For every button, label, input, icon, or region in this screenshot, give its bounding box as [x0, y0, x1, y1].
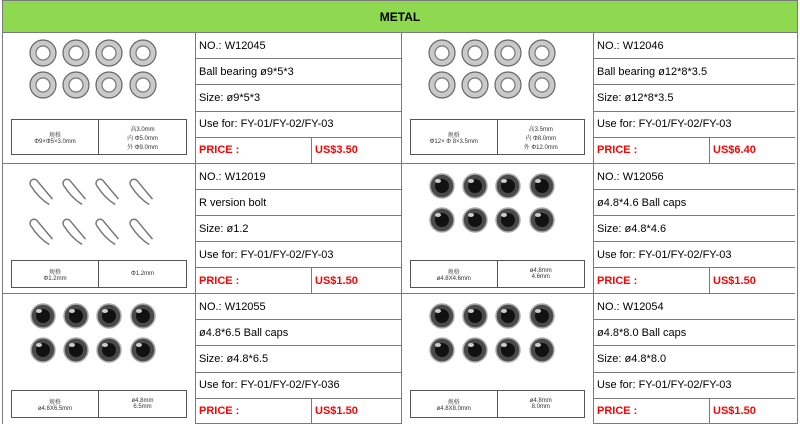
bearing-ring-icon [495, 72, 521, 98]
spec-dim: ø4.8X8.0mm [436, 405, 471, 412]
bearing-ring-icon [429, 40, 455, 66]
ball-cap-icon [97, 338, 121, 362]
use-for-label: Use for: [199, 118, 238, 131]
spec-table [410, 390, 585, 418]
no-value: W12045 [224, 39, 266, 52]
bearing-ring-icon [96, 72, 122, 98]
r-clip-icon [61, 178, 87, 207]
no-value: W12019 [224, 170, 266, 183]
size-label: Size: [199, 353, 224, 365]
bearing-ring-icon [529, 40, 555, 66]
r-clip-icon [94, 178, 120, 207]
spec-dim: ø4.8X4.6mm [436, 275, 471, 282]
use-for-label: Use for: [597, 118, 636, 131]
product-info-w12056 [594, 164, 795, 294]
product-size [196, 346, 401, 372]
spec-dimensions [411, 120, 498, 154]
product-image-w12054 [402, 294, 594, 424]
sheet-header [3, 1, 797, 33]
spec-height: 高3.0mm [130, 126, 155, 133]
use-for-label: Use for: [199, 379, 238, 392]
product-image-w12019 [3, 164, 196, 294]
use-for-value: FY-01/FY-02/FY-03 [240, 118, 334, 131]
product-size [196, 85, 401, 111]
product-grid [3, 33, 797, 424]
spec-note: Φ1.2mm [130, 271, 155, 277]
product-use-for [594, 242, 795, 268]
price-value: US$1.50 [315, 274, 358, 287]
ball-cap-icon [496, 338, 520, 362]
name-value: ø4.8*6.5 Ball caps [199, 326, 289, 339]
product-image-w12056 [402, 164, 594, 294]
spec-inner: 内 Φ8.0mm [525, 135, 557, 142]
no-value: W12046 [622, 39, 664, 52]
use-for-value: FY-01/FY-02/FY-03 [638, 118, 732, 131]
spec-d1: ø4.8mm [529, 268, 552, 274]
product-size [594, 346, 795, 372]
ball-cap-icon [463, 208, 487, 232]
spec-table [11, 260, 187, 288]
price-label: PRICE : [196, 138, 312, 163]
price-label: PRICE : [594, 268, 710, 293]
r-clip-icon [28, 178, 54, 207]
no-value: W12056 [622, 170, 664, 183]
spec-dimensions [12, 120, 99, 154]
product-name [594, 190, 795, 216]
bearing-ring-icon [96, 40, 122, 66]
use-for-value: FY-01/FY-02/FY-03 [240, 248, 334, 261]
product-price [594, 399, 795, 424]
spec-diagram [99, 120, 186, 154]
no-label: NO.: [597, 170, 620, 183]
bearing-ring-icon [429, 72, 455, 98]
spec-label: 规格 [48, 269, 61, 276]
ball-cap-icon [430, 174, 454, 198]
spec-d1: ø4.8mm [529, 398, 552, 404]
bearing-ring-icon [63, 72, 89, 98]
r-clip-icon [128, 178, 154, 207]
product-name [196, 59, 401, 85]
size-value: ø4.8*4.6 [624, 222, 667, 235]
use-for-value: FY-01/FY-02/FY-03 [638, 379, 732, 392]
product-no [594, 164, 795, 190]
price-label: PRICE : [594, 138, 710, 163]
ball-cap-icon [31, 304, 55, 328]
product-image-w12055 [3, 294, 196, 424]
spec-diagram [498, 391, 585, 417]
spec-dimensions [12, 391, 99, 417]
spec-diagram [498, 120, 585, 154]
product-info-w12045 [196, 33, 402, 164]
r-clip-icon [61, 218, 87, 247]
ball-cap-icon [97, 304, 121, 328]
use-for-label: Use for: [597, 248, 636, 261]
no-label: NO.: [597, 300, 620, 313]
use-for-value: FY-01/FY-02/FY-036 [240, 379, 340, 392]
product-price [594, 268, 795, 293]
spec-d2: 6.5mm [133, 404, 152, 410]
spec-dimensions [411, 261, 498, 287]
product-image-w12045 [3, 33, 196, 164]
spec-table [11, 390, 187, 418]
spec-d2: 8.0mm [531, 404, 550, 410]
ball-cap-icon [64, 304, 88, 328]
product-name [196, 190, 401, 216]
size-label: Size: [597, 92, 622, 104]
product-no [196, 164, 401, 190]
r-clip-icon [28, 218, 54, 247]
product-use-for [196, 242, 401, 268]
bearing-ring-icon [495, 40, 521, 66]
name-value: Ball bearing ø12*8*3.5 [597, 65, 708, 78]
price-label: PRICE : [196, 399, 312, 424]
price-value: US$6.40 [713, 144, 756, 157]
bearing-ring-icon [462, 72, 488, 98]
product-price [594, 138, 795, 163]
spec-outer: 外 Φ9.0mm [127, 144, 158, 151]
product-size [594, 216, 795, 242]
spec-table [410, 260, 585, 288]
product-name [594, 59, 795, 85]
ball-cap-icon [530, 174, 554, 198]
ball-cap-icon [530, 304, 554, 328]
ball-cap-icon [496, 208, 520, 232]
ball-cap-icon [496, 304, 520, 328]
r-clip-icon [94, 218, 120, 247]
product-no [196, 33, 401, 59]
spec-label: 规格 [447, 132, 460, 139]
product-use-for [594, 373, 795, 399]
no-label: NO.: [199, 300, 222, 313]
r-clip-icon [128, 218, 154, 247]
price-value: US$1.50 [315, 405, 358, 418]
spec-diagram [99, 391, 186, 417]
no-value: W12054 [622, 300, 664, 313]
name-value: ø4.8*4.6 Ball caps [597, 196, 687, 209]
ball-cap-icon [463, 174, 487, 198]
product-size [594, 85, 795, 111]
spec-diagram [99, 261, 186, 287]
spec-dimensions [411, 391, 498, 417]
size-value: ø4.8*8.0 [624, 353, 667, 365]
ball-cap-icon [530, 208, 554, 232]
spec-diagram [498, 261, 585, 287]
product-price [196, 399, 401, 424]
product-image-w12046 [402, 33, 594, 164]
spec-label: 规格 [447, 269, 460, 276]
price-value: US$1.50 [713, 405, 756, 418]
product-use-for [196, 373, 401, 399]
product-price [196, 268, 401, 293]
ball-cap-icon [463, 338, 487, 362]
product-name [594, 320, 795, 346]
spec-dimensions [12, 261, 99, 287]
spec-d2: 4.6mm [531, 274, 550, 280]
size-label: Size: [199, 222, 224, 235]
price-value: US$3.50 [315, 144, 358, 157]
ball-cap-icon [430, 304, 454, 328]
spec-dim: Φ1.2mm [43, 275, 67, 282]
product-no [196, 294, 401, 320]
product-sheet [2, 0, 798, 424]
spec-inner: 内 Φ5.0mm [127, 135, 158, 142]
spec-table [11, 119, 187, 155]
spec-d1: ø4.8mm [131, 398, 154, 404]
no-value: W12055 [224, 300, 266, 313]
ball-cap-icon [430, 338, 454, 362]
product-no [594, 33, 795, 59]
name-value: ø4.8*8.0 Ball caps [597, 326, 687, 339]
no-label: NO.: [199, 170, 222, 183]
spec-height: 高3.5mm [528, 126, 553, 133]
price-label: PRICE : [196, 268, 312, 293]
size-value: ø4.8*6.5 [226, 353, 269, 365]
spec-dim: Φ12× Φ 8×3.5mm [429, 138, 478, 145]
ball-cap-icon [463, 304, 487, 328]
no-label: NO.: [199, 39, 222, 52]
spec-label: 规格 [447, 399, 460, 406]
spec-table [410, 119, 585, 155]
size-label: Size: [597, 222, 622, 235]
product-price [196, 138, 401, 163]
header-title: METAL [379, 9, 421, 24]
ball-cap-icon [64, 338, 88, 362]
bearing-ring-icon [462, 40, 488, 66]
ball-cap-icon [31, 338, 55, 362]
product-use-for [196, 112, 401, 138]
product-info-w12019 [196, 164, 402, 294]
size-label: Size: [199, 92, 224, 104]
product-use-for [594, 112, 795, 138]
bearing-ring-icon [30, 72, 56, 98]
product-info-w12055 [196, 294, 402, 424]
no-label: NO.: [597, 39, 620, 52]
bearing-ring-icon [130, 72, 156, 98]
price-value: US$1.50 [713, 274, 756, 287]
product-info-w12046 [594, 33, 795, 164]
bearing-ring-icon [30, 40, 56, 66]
ball-cap-icon [131, 304, 155, 328]
price-label: PRICE : [594, 399, 710, 424]
spec-dim: Φ9×Φ5×3.0mm [34, 138, 76, 145]
ball-cap-icon [496, 174, 520, 198]
size-value: ø1.2 [226, 222, 249, 235]
size-label: Size: [597, 353, 622, 365]
name-value: Ball bearing ø9*5*3 [199, 65, 294, 78]
use-for-value: FY-01/FY-02/FY-03 [638, 248, 732, 261]
size-value: ø12*8*3.5 [624, 92, 674, 104]
product-info-w12054 [594, 294, 795, 424]
spec-label: 规格 [48, 132, 61, 139]
spec-outer: 外 Φ12.0mm [523, 144, 558, 151]
bearing-ring-icon [130, 40, 156, 66]
product-name [196, 320, 401, 346]
bearing-ring-icon [529, 72, 555, 98]
product-size [196, 216, 401, 242]
name-value: R version bolt [199, 196, 267, 209]
use-for-label: Use for: [597, 379, 636, 392]
bearing-ring-icon [63, 40, 89, 66]
ball-cap-icon [131, 338, 155, 362]
ball-cap-icon [530, 338, 554, 362]
spec-dim: ø4.8X6.5mm [37, 405, 73, 412]
size-value: ø9*5*3 [226, 92, 261, 104]
ball-cap-icon [430, 208, 454, 232]
product-no [594, 294, 795, 320]
use-for-label: Use for: [199, 248, 238, 261]
spec-label: 规格 [48, 399, 61, 406]
